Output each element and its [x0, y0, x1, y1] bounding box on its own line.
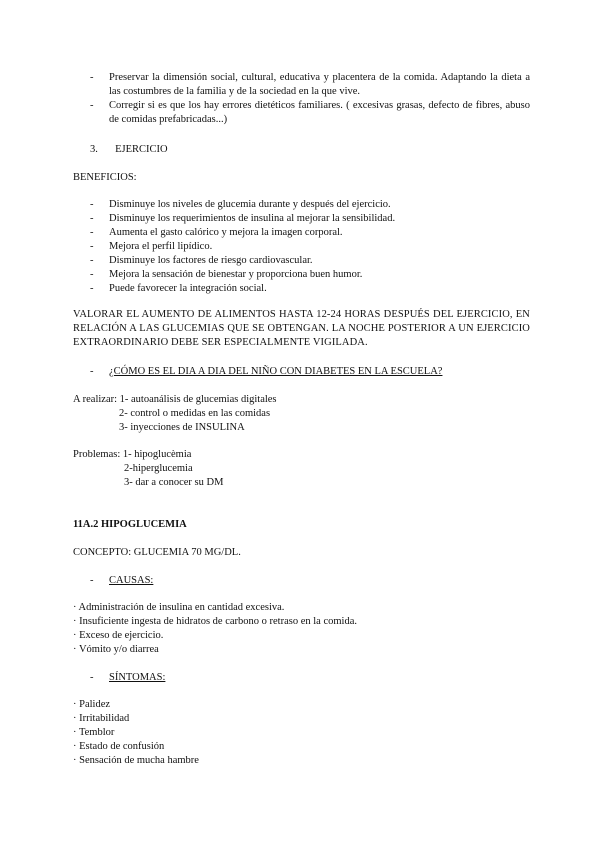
- list-item: · Temblor: [73, 726, 199, 740]
- sintomas-heading-list: [90, 671, 530, 685]
- list-item: · Exceso de ejercicio.: [73, 629, 357, 643]
- sintomas-list: [73, 698, 199, 768]
- list-item: · Insuficiente ingesta de hidratos de carbono o retraso en la comida.: [73, 615, 357, 629]
- list-item: · Vómito y/o diarrea: [73, 643, 357, 657]
- realizar-block: [73, 393, 277, 407]
- section-number: 3.: [90, 144, 98, 155]
- beneficios-title: BENEFICIOS:: [73, 172, 137, 183]
- realizar-item: 2- control o medidas en las comidas: [119, 408, 271, 419]
- list-item: - Preservar la dimensión social, cultural, educativa y placentera de la comida. Adaptando la dieta a las costumbres de la familia y de la sociedad en la que vive.: [90, 71, 530, 99]
- list-item: - Mejora la sensación de bienestar y proporciona buen humor.: [90, 268, 530, 282]
- list-item: - Disminuye los factores de riesgo cardiovascular.: [90, 254, 530, 268]
- causas-list: [73, 601, 357, 657]
- problemas-item: 1- hipoglucèmia: [122, 449, 192, 460]
- hipoglucemia-title: 11A.2 HIPOGLUCEMIA: [73, 519, 187, 530]
- problemas-item: 3- dar a conocer su DM: [124, 477, 224, 488]
- list-item: - Puede favorecer la integración social.: [90, 282, 530, 296]
- list-item: · Estado de confusión: [73, 740, 199, 754]
- list-item: - Corregir si es que los hay errores dietéticos familiares. ( excesivas grasas, defecto de fibres, abuso de comidas prefabricadas...): [90, 99, 530, 127]
- list-item: - Disminuye los requerimientos de insulina al mejorar la sensibilidad.: [90, 212, 530, 226]
- list-item: · Irritabilidad: [73, 712, 199, 726]
- list-item: · Sensación de mucha hambre: [73, 754, 199, 768]
- problemas-block: [73, 448, 191, 462]
- realizar-label: A realizar:: [73, 394, 118, 405]
- realizar-item: 1- autoanálisis de glucemias digitales: [119, 394, 277, 405]
- intro-list: [90, 71, 530, 127]
- beneficios-list: [90, 198, 530, 296]
- list-item: - Aumenta el gasto calórico y mejora la imagen corporal.: [90, 226, 530, 240]
- escuela-heading: - ¿CÓMO ES EL DIA A DIA DEL NIÑO CON DIABETES EN LA ESCUELA?: [90, 365, 530, 379]
- causas-title: - CAUSAS:: [90, 574, 530, 588]
- list-item: · Administración de insulina en cantidad excesiva.: [73, 601, 357, 615]
- problemas-label: Problemas:: [73, 449, 121, 460]
- valorar-paragraph: VALORAR EL AUMENTO DE ALIMENTOS HASTA 12-24 HORAS DESPUÉS DEL EJERCICIO, EN RELACIÓN A LAS GLUCEMIAS QUE SE OBTENGAN. LA NOCHE POSTERIOR A UN EJERCICIO EXTRAORDINARIO DEBE SER ESPECIALMENTE VIGILADA.: [73, 309, 530, 348]
- list-item: · Palidez: [73, 698, 199, 712]
- concepto: CONCEPTO: GLUCEMIA 70 MG/DL.: [73, 547, 241, 558]
- realizar-item: 3- inyecciones de INSULINA: [119, 422, 245, 433]
- causas-heading-list: [90, 574, 530, 588]
- problemas-item: 2-hiperglucemia: [124, 463, 193, 474]
- list-item: - Mejora el perfil lipídico.: [90, 240, 530, 254]
- section-heading: [90, 143, 168, 157]
- escuela-heading-list: [90, 365, 530, 379]
- section-title: EJERCICIO: [115, 144, 168, 155]
- sintomas-title: - SÍNTOMAS:: [90, 671, 530, 685]
- list-item: - Disminuye los niveles de glucemia durante y después del ejercicio.: [90, 198, 530, 212]
